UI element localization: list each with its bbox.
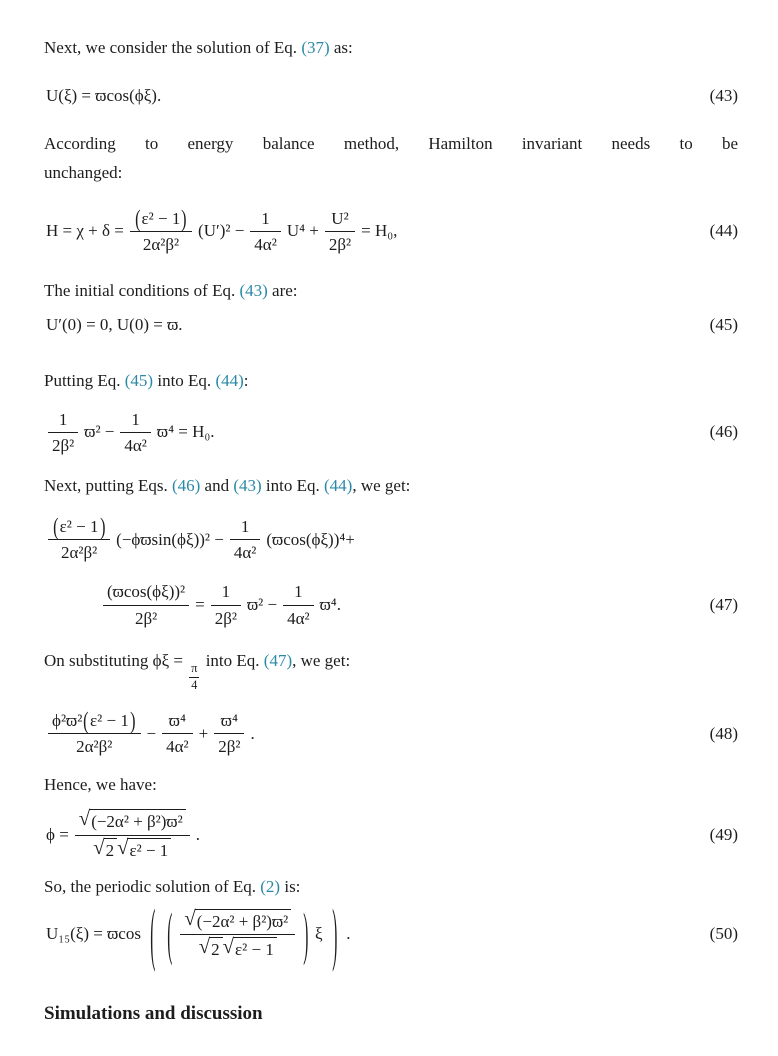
fraction-numerator [180,909,295,935]
radicand: 2 [104,838,118,861]
fraction-numerator: 1 [283,581,314,605]
fraction-numerator: 1 [120,409,151,433]
fraction [211,581,241,629]
fraction [130,204,192,256]
paragraph-text: , we get: [292,650,351,670]
paragraph-text: as: [329,38,353,57]
math-segment: − [146,723,157,743]
radical-symbol: √ [93,836,105,859]
math-segment: U⁴ + [286,221,319,241]
big-left-paren-inner: ( [166,902,173,967]
equation-46 [44,409,738,457]
paragraph-putting-45-44 [44,369,738,393]
paragraph-text: , we get: [352,476,411,496]
equation-45 [44,315,738,335]
eq-ref-link-46[interactable]: (46) [171,476,201,496]
fraction [162,710,193,758]
big-left-paren-outer: ( [150,895,156,974]
radicand: (−2α² + β²)ϖ² [89,809,186,832]
section-heading: Simulations and discussion [44,1003,263,1025]
equation-48 [44,706,738,758]
equation-body [44,409,217,457]
fraction [250,208,281,256]
equation-47 [44,512,738,629]
fraction-numerator [75,809,190,835]
inline-math: ϕξ = [152,650,188,670]
radical-symbol: √ [222,935,235,958]
fraction-numerator: ϖ⁴ [214,710,244,734]
fraction-denominator: 2β² [214,608,237,628]
fraction [48,706,141,758]
fraction [283,581,314,629]
fraction [75,809,190,861]
paragraph-text: are: [267,281,298,301]
equation-number: (49) [709,825,738,845]
paragraph-text: The initial conditions of Eq. [44,281,240,301]
fraction [120,409,151,457]
paragraph-text: Hence, we have: [44,775,157,795]
math-segment: (U′)² − [198,221,245,241]
fraction [214,710,244,758]
radicand: ε² − 1 [127,838,171,861]
fraction-denominator: 4α² [254,234,277,254]
math-segment: (−ϕϖsin(ϕξ))² − [116,529,224,549]
fraction-numerator [130,204,192,232]
left-paren: ( [53,512,59,541]
fraction-numerator: ϖ⁴ [162,710,193,734]
radical [184,909,291,932]
paragraph-energy-balance [44,130,738,188]
math-segment: ϖ⁴. [319,595,341,615]
paragraph-text: So, the periodic solution of Eq. [44,876,261,896]
math-segment: ϖ² − [246,595,278,615]
paragraph-substituting [44,649,738,692]
math-segment: ξ [314,924,323,944]
fraction [180,909,295,961]
numerator-text: ε² − 1 [141,208,181,228]
fraction-numerator: (ϖcos(ϕξ))² [103,581,189,605]
fraction-denominator: 4α² [166,737,189,757]
paragraph-putting-46-43 [44,474,738,498]
paragraph-text: Next, putting Eqs. [44,476,172,496]
radical [117,838,171,861]
fraction-denominator: 2β² [218,737,241,757]
eq-ref-link-44[interactable]: (44) [215,370,244,390]
paragraph-periodic-solution [44,875,738,899]
math-segment: U₁₅(ξ) = ϖcos [46,924,141,944]
equation-number: (43) [709,85,738,105]
paragraph-text: According to energy balance method, Hamilton invariant needs to be [44,133,738,153]
eq-ref-link-45[interactable]: (45) [124,370,154,390]
inline-fraction [189,662,199,692]
fraction-numerator: 1 [48,409,78,433]
paragraph-text: is: [280,876,301,896]
equation-50 [44,895,738,974]
paragraph-text: : [243,370,249,390]
right-paren: ) [181,204,187,232]
radicand: (−2α² + β²)ϖ² [195,909,292,932]
equation-body [44,895,352,974]
fraction-denominator: 2α²β² [142,234,180,254]
inline-fraction-numerator: π [189,662,199,677]
right-paren: ) [99,512,106,541]
equation-body: U(ξ) = ϖcos(ϕξ). [46,85,162,105]
paragraph-initial-conditions [44,279,738,303]
fraction-denominator: 2α²β² [76,737,113,757]
equation-body [44,204,399,256]
radical-symbol: √ [78,808,91,831]
fraction [103,581,189,629]
fraction-numerator [48,706,141,735]
math-segment: (ϖcos(ϕξ))⁴+ [266,529,355,549]
fraction [48,512,110,564]
radicand: 2 [209,937,223,960]
fraction-numerator [48,512,110,541]
equation-body [44,809,202,861]
fraction-denominator: 2β² [328,234,352,254]
fraction-denominator: 2β² [134,608,158,628]
equation-44 [44,204,738,256]
math-segment: . [195,825,200,845]
radical-symbol: √ [198,935,211,958]
equation-body: U′(0) = 0, U(0) = ϖ. [46,314,183,334]
inline-fraction-denominator: 4 [191,677,198,692]
fraction [325,208,355,256]
paragraph-text: into Eq. [261,476,325,496]
math-segment: H = χ + δ = [46,221,124,241]
numerator-text: ε² − 1 [59,516,99,536]
paragraph-text: Putting Eq. [44,370,125,390]
fraction-numerator: 1 [230,516,261,540]
radical [79,809,186,832]
equation-line-2 [44,581,738,629]
paragraph-text: Next, we consider the solution of Eq. [44,38,302,57]
equation-body [99,581,343,629]
numerator-text: ε² − 1 [90,710,129,730]
fraction-denominator: 2β² [52,435,75,455]
equation-number: (47) [709,595,738,615]
big-right-paren-inner: ) [303,902,309,967]
eq-ref-link-2[interactable]: (2) [260,876,281,896]
equation-number: (50) [709,924,738,944]
math-segment: + [198,723,209,743]
equation-49 [44,809,738,861]
equation-43 [44,86,738,106]
fraction [230,516,261,564]
fraction-denominator: 4α² [124,435,147,455]
big-right-paren-outer: ) [331,895,337,974]
equation-number: (45) [709,314,738,334]
eq-ref-link-43b[interactable]: (43) [233,476,262,496]
fraction-numerator: U² [325,208,355,232]
math-segment: = H₀, [361,221,398,241]
radical [199,937,223,960]
paragraph-text: and [200,476,234,496]
fraction [48,409,78,457]
math-segment: . [250,723,255,743]
numerator-text: ϕ²ϖ² [52,710,83,730]
left-paren: ( [83,706,89,735]
math-segment: = [195,595,205,615]
equation-number: (44) [709,221,738,241]
paragraph-text: On substituting [44,650,153,670]
eq-ref-link-47[interactable]: (47) [263,650,293,670]
radical-symbol: √ [117,836,129,859]
math-segment: ϖ⁴ = H₀. [156,422,215,442]
radicand: ε² − 1 [233,937,277,960]
radical [93,838,117,861]
equation-body [44,706,257,758]
fraction-denominator: 2α²β² [60,543,98,563]
right-paren: ) [129,706,136,735]
equation-number: (46) [709,422,738,442]
radical [223,937,277,960]
fraction-denominator [75,836,190,861]
equation-line-1 [44,512,738,564]
paragraph-text: into Eq. [153,370,216,390]
fraction-denominator: 4α² [233,543,257,563]
paragraph-text: unchanged: [44,162,123,182]
fraction-numerator: 1 [250,208,281,232]
math-segment: . [346,924,351,944]
eq-ref-link-43[interactable]: (43) [239,281,268,301]
equation-number: (48) [709,723,738,743]
fraction-numerator: 1 [211,581,241,605]
left-paren: ( [135,204,141,232]
radical-symbol: √ [184,907,196,930]
paragraph-text: into Eq. [201,650,264,670]
fraction-denominator [180,935,295,960]
eq-ref-link-37[interactable]: (37) [301,38,330,57]
eq-ref-link-44b[interactable]: (44) [324,476,353,496]
paragraph-solution-intro [44,36,738,60]
paragraph-hence [44,773,738,797]
math-segment: ϕ = [46,825,69,845]
fraction-denominator: 4α² [287,608,310,628]
math-segment: ϖ² − [84,422,115,442]
